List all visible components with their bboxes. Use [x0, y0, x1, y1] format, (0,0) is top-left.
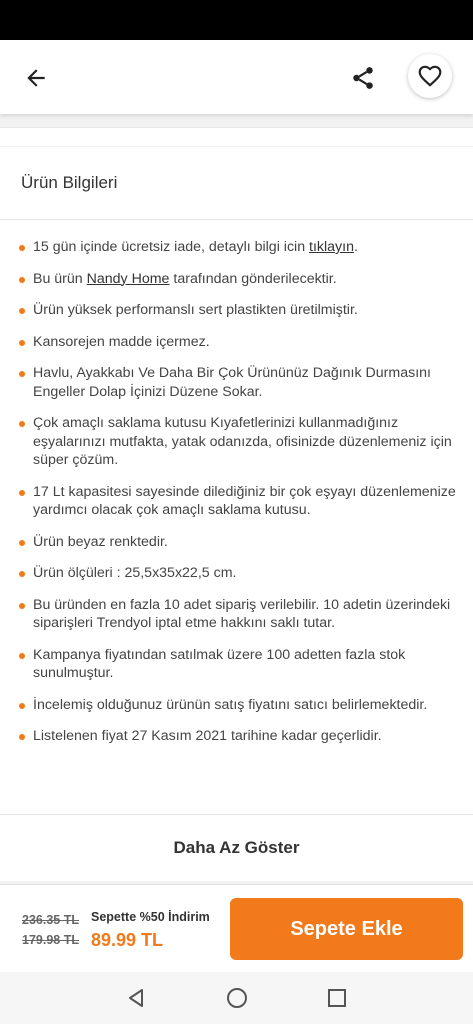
info-list-item — [19, 564, 457, 583]
info-list-item — [19, 238, 457, 257]
info-text: İncelemiş olduğunuz ürünün satış fiyatını satıcı belirlemektedir. — [33, 696, 428, 713]
info-text: Bu üründen en fazla 10 adet sipariş verilebilir. 10 adetin üzerindeki siparişleri Trendyol iptal etme hakkını saklı tutar. — [33, 596, 451, 631]
circle-home-icon — [225, 986, 249, 1010]
info-text: Listelenen fiyat 27 Kasım 2021 tarihine kadar geçerlidir. — [33, 728, 382, 744]
nav-back-button[interactable] — [122, 984, 150, 1012]
favorite-button[interactable] — [408, 54, 452, 98]
promo-text: Sepette %50 İndirim — [91, 910, 210, 924]
add-to-cart-button[interactable]: Sepete Ekle — [230, 898, 463, 960]
info-text: Bu ürün — [33, 270, 87, 287]
arrow-left-icon — [23, 65, 49, 91]
info-text: Çok amaçlı saklama kutusu Kıyafetlerinizi kullanmadığınız eşyalarınızı mutfakta, yatak odanızda, ofisinizde düzenlemeniz için süper çözüm. — [33, 415, 452, 468]
nav-home-button[interactable] — [223, 984, 251, 1012]
info-text: Ürün beyaz renktedir. — [33, 533, 168, 550]
bottom-purchase-bar — [0, 884, 473, 973]
info-list-item — [19, 364, 457, 401]
heart-outline-icon — [417, 63, 443, 89]
back-button[interactable] — [16, 58, 56, 98]
info-text: Kampanya fiyatından satılmak üzere 100 adetten fazla stok sunulmuştur. — [33, 646, 406, 681]
square-recents-icon — [326, 987, 348, 1009]
info-list-item — [19, 727, 457, 746]
info-link[interactable]: Nandy Home — [86, 270, 170, 287]
info-list-item — [19, 270, 457, 289]
app-bar — [0, 40, 473, 114]
status-bar — [0, 0, 473, 40]
share-icon — [350, 65, 376, 91]
system-nav-bar — [0, 972, 473, 1024]
section-title: Ürün Bilgileri — [21, 173, 118, 192]
info-list-item — [19, 333, 457, 352]
info-list-item — [19, 533, 457, 552]
product-info-list — [19, 238, 457, 759]
info-text: 15 gün içinde ücretsiz iade, detaylı bilgi icin — [33, 239, 310, 255]
triangle-back-icon — [125, 987, 147, 1009]
info-list-item — [19, 483, 457, 520]
discounted-price: 89.99 TL — [91, 930, 164, 950]
info-link[interactable]: tıklayın — [309, 239, 354, 255]
original-price: 236.35 TL — [22, 913, 79, 927]
divider — [0, 219, 473, 220]
product-info-card — [0, 147, 473, 881]
info-text: Ürün yüksek performanslı sert plastikten üretilmiştir. — [33, 302, 358, 318]
nav-recents-button[interactable] — [323, 984, 351, 1012]
info-text: 17 Lt kapasitesi sayesinde dilediğiniz bir çok eşyayı düzenlemenize yardımcı olacak çok amaçlı saklama kutusu. — [33, 483, 456, 518]
info-list-item — [19, 646, 457, 683]
info-text: . — [353, 239, 358, 255]
show-less-button[interactable]: Daha Az Göster — [173, 838, 300, 857]
share-button[interactable] — [343, 58, 383, 98]
previous-price: 179.98 TL — [22, 933, 79, 947]
info-text: Kansorejen madde içermez. — [33, 333, 210, 350]
section-gap-strip — [0, 127, 473, 146]
info-text: tarafından gönderilecektir. — [169, 270, 337, 287]
info-text: Havlu, Ayakkabı Ve Daha Bir Çok Ürününüz Dağınık Durmasını Engeller Dolap İçinizi Düzene Sokar. — [33, 365, 431, 400]
info-text: Ürün ölçüleri : 25,5x35x22,5 cm. — [33, 565, 237, 581]
info-list-item — [19, 414, 457, 470]
info-list-item — [19, 696, 457, 715]
info-list-item — [19, 596, 457, 633]
info-list-item — [19, 301, 457, 320]
